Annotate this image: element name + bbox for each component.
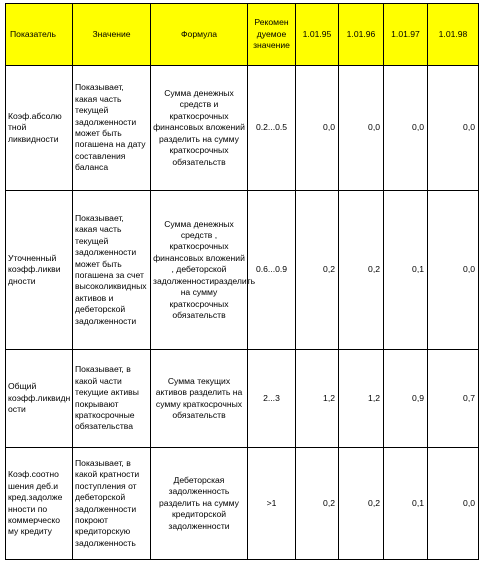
cell-date-4: 0,0 (428, 191, 479, 350)
header-date-3: 1.01.97 (384, 4, 428, 66)
cell-formula: Дебеторская задолженность разделить на сумму кредиторской задолженности (151, 448, 248, 560)
cell-indicator: Коэф.соотно шения деб.и кред.задолже нности по коммерческо му кредиту (6, 448, 73, 560)
cell-value: Показывает, какая часть текущей задолженности может быть погашена на дату составления баланса (73, 66, 151, 191)
cell-formula: Сумма денежных средств и краткосрочных финансовых вложений разделить на сумму краткосрочных обязательств (151, 66, 248, 191)
header-date-1: 1.01.95 (296, 4, 339, 66)
cell-recommended: 0.2...0.5 (248, 66, 296, 191)
cell-formula: Сумма текущих активов разделить на сумму краткосрочных обязательств (151, 350, 248, 448)
cell-date-3: 0,1 (384, 191, 428, 350)
header-value: Значение (73, 4, 151, 66)
cell-date-3: 0,0 (384, 66, 428, 191)
cell-recommended: >1 (248, 448, 296, 560)
table-row (6, 448, 479, 560)
header-formula: Формула (151, 4, 248, 66)
cell-date-4: 0,0 (428, 448, 479, 560)
cell-date-1: 0,2 (296, 191, 339, 350)
cell-indicator: Уточненный коэфф.ликви дности (6, 191, 73, 350)
cell-value: Показывает, в какой части текущие активы покрывают краткосрочные обязательства (73, 350, 151, 448)
cell-indicator: Коэф.абсолю тной ликвидности (6, 66, 73, 191)
table-row (6, 66, 479, 191)
header-date-2: 1.01.96 (339, 4, 384, 66)
header-date-4: 1.01.98 (428, 4, 479, 66)
cell-date-1: 1,2 (296, 350, 339, 448)
header-indicator: Показатель (6, 4, 73, 66)
cell-date-1: 0,2 (296, 448, 339, 560)
cell-date-2: 1,2 (339, 350, 384, 448)
cell-date-2: 0,2 (339, 191, 384, 350)
cell-date-2: 0,0 (339, 66, 384, 191)
cell-recommended: 2...3 (248, 350, 296, 448)
cell-formula: Сумма денежных средств , краткосрочных финансовых вложений , дебеторской задолженностиразделить на сумму краткосрочных обязательств (151, 191, 248, 350)
table-row (6, 350, 479, 448)
table-header-row (6, 4, 479, 66)
cell-date-4: 0,0 (428, 66, 479, 191)
cell-date-4: 0,7 (428, 350, 479, 448)
cell-recommended: 0.6...0.9 (248, 191, 296, 350)
cell-date-3: 0,1 (384, 448, 428, 560)
cell-indicator: Общий коэфф.ликвидн ости (6, 350, 73, 448)
liquidity-ratios-table (5, 3, 479, 560)
cell-date-1: 0,0 (296, 66, 339, 191)
cell-value: Показывает, какая часть текущей задолженности может быть погашена за счет высоколиквидных активов и дебеторской задолженности (73, 191, 151, 350)
cell-date-2: 0,2 (339, 448, 384, 560)
table-row (6, 191, 479, 350)
cell-date-3: 0,9 (384, 350, 428, 448)
header-recommended: Рекомен дуемое значение (248, 4, 296, 66)
cell-value: Показывает, в какой кратности поступления от дебеторской задолженности покроют кредиторскую задолженность (73, 448, 151, 560)
